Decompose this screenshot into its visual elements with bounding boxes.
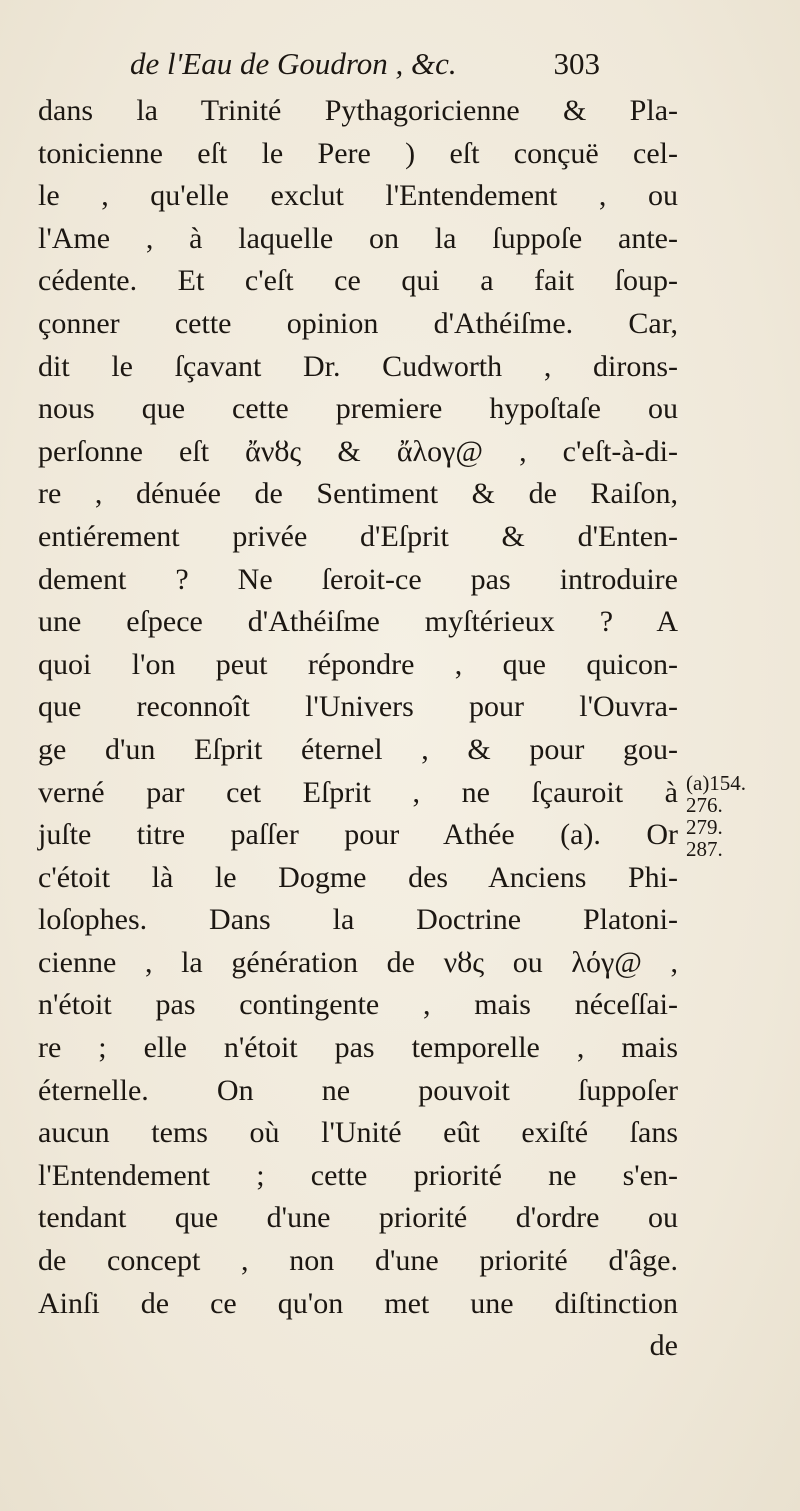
text-line: re ; elle n'étoit pas temporelle , mais [38,1031,678,1065]
text-line: une eſpece d'Athéiſme myſtérieux ? A [38,605,678,639]
text-line: dit le ſçavant Dr. Cudworth , dirons- [38,349,678,383]
margin-notes [686,773,796,861]
text-line: le , qu'elle exclut l'Entendement , ou [38,179,678,213]
text-line: n'étoit pas contingente , mais néceſſai- [38,988,678,1022]
text-line: l'Entendement ; cette priorité ne s'en- [38,1158,678,1192]
text-line: dans la Trinité Pythagoricienne & Pla- [38,94,678,127]
text-line: cienne , la génération de νȣς ou λόγ@ , [38,945,678,979]
running-head [130,40,600,88]
text-line: verné par cet Eſprit , ne ſçauroit à [38,775,678,809]
text-line: cédente. Et c'eſt ce qui a fait ſoup- [38,264,678,298]
text-line: perſonne eſt ἄνȣς & ἄλογ@ , c'eſt-à-di- [38,434,678,468]
margin-note: (a)154. [686,771,747,795]
text-line: éternelle. On ne pouvoit ſuppoſer [38,1073,678,1107]
margin-note: 279. [686,815,723,839]
margin-note: 287. [686,837,723,861]
text-line: tendant que d'une priorité d'ordre ou [38,1201,678,1235]
running-head-title: de l'Eau de Goudron , &c. [130,46,457,81]
text-line: quoi l'on peut répondre , que quicon- [38,647,678,681]
page-number: 303 [553,46,600,81]
text-line: juſte titre paſſer pour Athée (a). Or [38,818,678,852]
text-line: de concept , non d'une priorité d'âge. [38,1244,678,1278]
text-line: l'Ame , à laquelle on la ſuppoſe ante- [38,221,678,255]
text-line: c'étoit là le Dogme des Anciens Phi- [38,860,678,894]
catchword: de [649,1329,678,1363]
text-line: çonner cette opinion d'Athéiſme. Car, [38,306,678,340]
text-line: tonicienne eſt le Pere ) eſt conçuë cel- [38,136,678,170]
margin-note: 276. [686,793,723,817]
text-line: re , dénuée de Sentiment & de Raiſon, [38,477,678,511]
text-line: aucun tems où l'Unité eût exiſté ſans [38,1116,678,1150]
text-line: nous que cette premiere hypoſtaſe ou [38,392,678,426]
text-line: dement ? Ne ſeroit-ce pas introduire [38,562,678,596]
text-line: Ainſi de ce qu'on met une diſtinction [38,1286,678,1320]
body-text [38,90,678,1368]
text-line: loſophes. Dans la Doctrine Platoni- [38,903,678,937]
text-line: ge d'un Eſprit éternel , & pour gou- [38,732,678,766]
text-line: que reconnoît l'Univers pour l'Ouvra- [38,690,678,724]
text-line: entiérement privée d'Eſprit & d'Enten- [38,519,678,553]
